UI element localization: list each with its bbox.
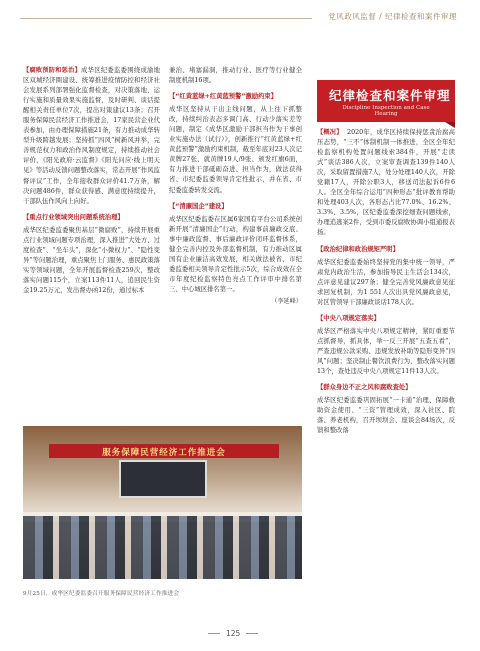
paragraph-overview [317,128,455,239]
heading-key-industry-governance: 【重点行业领域突出问题系统治理】 [23,213,124,221]
section-banner-subtitle [317,105,455,118]
body-overview: 2020年，成华区持续保持惩贪治腐高压态势，“三不”体制机制一体推进，全区全年纪检监察机构处置问题线索384件，开展“走读式”谈话386人次，立案审查调查139件140人次，采取留置措施7人，处分处理140人次，开除党籍17人，开除公职3人，移送司法起诉6件6人。全区全年综合运用“四种形态”批评教育帮助和处理403人次，各形态占比77.0%、16.2%、3.3%、3.5%，区纪委监委深挖细查问题线索，办理追逃案2件，受到市委反腐败协调小组通报表扬。 [317,129,456,237]
heading-overview: 【概况】 [317,129,343,136]
section-banner-subtitle-line2: Hearing [374,111,398,118]
column-left [23,66,160,298]
body-key-industry-governance: 成华区纪委监委聚焦基层“微腐败”，持续开展重点行业领域问题专项治理，深入推进“大处方、过度检查”、“坐车头”，深化“小微权力”、“隐性变异”等问题治理，重点聚焦上门服务、惠民政策落实等领域问题，全年开展监督检查259次，整改落实问题115个，立案113件11人，追回民生资金19.25万元，发出督办函12份，通过标本 [23,226,160,294]
running-header: 党风政风监督 / 纪律检查和案件审理 [328,12,457,21]
page-number-rule-right [246,633,258,634]
heading-incentive-constraint: 【“红黄蓝绿+红黄蓝预警”激励约束】 [169,93,278,101]
paragraph-continuation: 兼治、堵塞漏洞，推动行业、医疗等行业健全制度机制16项。 [169,67,302,85]
author-credit: （李延峰） [271,297,302,305]
photo-screen [119,460,207,498]
section-banner-title: 纪律检查和案件审理 [329,88,451,103]
body-clean-soe: 成华区纪委监委在区属6家国有平台公司系统创新开展“清廉国企”行动，构建事前廉政交底、事中廉政监督、事后廉政评价闭环监督体系，健全完善内控及外部监督机制，有力推动区属国有企业廉洁高效发展，相关做法被省、市纪委监委相关领导肯定性批示5次，综合成效在全市年度纪检监察特色亮点工作评审中排名第三、中心城区排名第一。 [169,215,302,293]
heading-political-discipline: 【政治纪律和政治规矩严明】 [317,245,399,253]
page-number: 125 [226,629,241,638]
body-political-discipline: 成华区纪委监委始终坚持党的集中统一领导，严肃党内政治生活，参加指导民主生活会134次，点评意见建议297条；健全完善党风廉政意见征求回复机制，为1 551人次出具党风廉政意见，对区管领导干部廉政谈话178人次。 [317,258,455,306]
paragraph-corruption-prevention [23,66,160,207]
heading-eight-rules: 【中央八项规定落实】 [317,314,380,322]
meeting-photo [23,426,302,579]
section-banner [317,80,455,122]
column-right [317,128,455,438]
photo-audience [23,516,302,579]
page-number-rule-left [208,633,220,634]
body-eight-rules: 成华区严格落实中央八项规定精神，紧盯重要节点抓督导，抓具体，举一反三开展“五查五看”，严查违规公款采购、违规发放补助等隐形变异“四风”问题；坚决制止餐饮浪费行为，整改落实问题13个，查处违反中央八项规定11件13人次。 [317,327,455,376]
photo-stage-banner-text: 服务保障民营经济工作推进会 [102,448,226,458]
heading-clean-soe: 【“清廉国企”建设】 [169,202,228,210]
header-rule [20,18,312,19]
body-incentive-constraint: 成华区坚持从干出主线问题，从上往下抓整改，持续纠治表态多调门高、行动少落实差等问题，制定《成华区激励干部担当作为干事创业实施办法（试行）》，创新推行“红黄蓝绿+红黄蓝预警”激励约束机制，截至年底对23人次记黄牌27张、就黄牌19人/9张、颁发红旗6面，有力推进干部砥砺奋进、担当作为，做法获得省、市纪委监委领导肯定性批示，并在省、市纪委监委转发交流。 [169,106,302,194]
section-banner-subtitle-line1: Discipline Inspection and Case [342,105,430,111]
photo-stage-banner [49,444,279,458]
heading-corruption-prevention: 【腐败预防和惩治】 [23,67,82,74]
body-grassroots-corruption: 成华区纪委监委巩固拓展“一卡通”治理、保障救助资金使用、“三资”管理成效，深入社区、院落、养老机构，召开坝坝会、座谈会84场次，反馈和整改落 [317,397,455,435]
heading-grassroots-corruption: 【群众身边不正之风和腐败查处】 [317,384,412,392]
photo-caption: 9月25日，成华区纪委监委召开服务保障民营经济工作推进会 [23,591,180,597]
body-corruption-prevention: 成华区纪委监委围绕成渝地区双城经济圈建设、统筹推进疫情防控和经济社会发展系列部署强化监督检查，对决策落地、运行实施和质量效果实施监督，及时研判、谈话提醒相关责任单位7次，提出对策建议13条；召开服务保障民营经济工作推进会，17家民营企业代表参加，由办理保障措施21条，有力推动成华转型升级跨越发展；坚持抓“四风”树新风并举，完善规范权力和政治作风制度规定，持续推动社会评价，《阳光政府·云监督》《阳光问应·线上明天见》等活动反馈问题整改落实，常态开展“作风监督评议”工作，全年接收群众评价41.7万条，解决问题486件，群众获得感、满意度持续提升，干部队伍作风向上向好。 [23,67,160,205]
column-middle [169,66,302,307]
